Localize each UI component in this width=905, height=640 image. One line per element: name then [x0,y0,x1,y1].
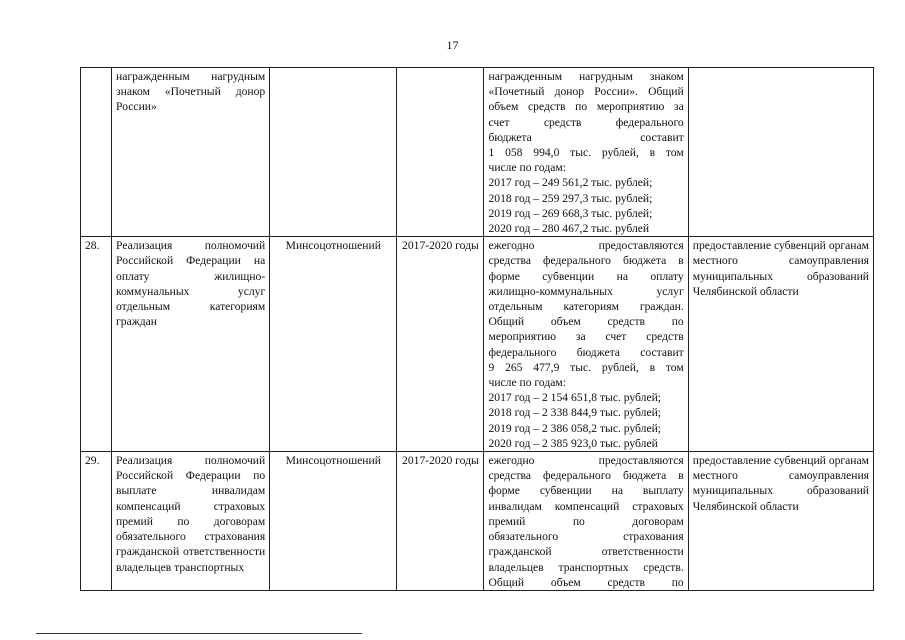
expected-result-cell [484,237,688,452]
measure-name-cell: Реализация полномочий Российской Федерации по выплате инвалидам компенсаций страховых премий по договорам обязательного страхования гражданской ответственности владельцев транспортных [112,452,270,591]
period-cell: 2017-2020 годы [397,452,484,591]
result-line: отдельным категориям граждан. [488,300,684,314]
footnote-separator [36,633,362,634]
period-cell [397,68,484,237]
result-line: счет средств федерального [488,115,684,129]
measure-name-cell: Реализация полномочий Российской Федерации на оплату жилищно-коммунальных услуг отдельным категориям граждан [112,237,270,452]
row-number-cell: 29. [81,452,112,591]
effect-cell [688,68,873,237]
page-number: 17 [446,38,459,52]
result-line: 2019 год – 269 668,3 тыс. рублей; [488,206,653,220]
result-line: федерального бюджета составит [488,345,684,359]
result-line: 9 265 477,9 тыс. рублей, в том [488,360,684,374]
table-row [81,237,874,452]
expected-result-cell [484,68,688,237]
row-number-cell: 28. [81,237,112,452]
result-line: числе по годам: [488,161,566,175]
result-line: 2017 год – 2 154 651,8 тыс. рублей; [488,391,662,405]
result-line: форме субвенции на выплату [488,484,684,498]
result-line: жилищно-коммунальных услуг [488,284,684,298]
result-line: ежегодно предоставляются [488,239,684,253]
result-line: гражданской ответственности [488,545,684,559]
result-line: премий по договорам [488,514,684,528]
result-line: обязательного страхования [488,530,684,544]
result-line: инвалидам компенсаций страховых [488,499,684,513]
executor-cell [270,68,397,237]
result-line: 2020 год – 2 385 923,0 тыс. рублей [488,436,658,450]
result-line: объем средств по мероприятию за [488,100,684,114]
result-line: ежегодно предоставляются [488,454,684,468]
result-line: владельцев транспортных средств. [488,560,684,574]
result-line: 2020 год – 280 467,2 тыс. рублей [488,222,650,236]
result-line: средства федерального бюджета в [488,254,684,268]
period-cell: 2017-2020 годы [397,237,484,452]
row-number-cell [81,68,112,237]
measures-table [80,67,874,591]
result-line: форме субвенции на оплату [488,269,684,283]
result-line: 2018 год – 259 297,3 тыс. рублей; [488,191,653,205]
effect-cell: предоставление субвенций органам местного самоуправления муниципальных образований Челябинской области [688,452,873,591]
effect-cell: предоставление субвенций органам местного самоуправления муниципальных образований Челябинской области [688,237,873,452]
measure-name-cell: награжденным нагрудным знаком «Почетный донор России» [112,68,270,237]
result-line: средства федерального бюджета в [488,469,684,483]
table-row [81,68,874,237]
result-line: Общий объем средств по [488,315,684,329]
result-line: «Почетный донор России». Общий [488,85,684,99]
executor-cell: Минсоцотношений [270,237,397,452]
result-line: числе по годам: [488,376,566,390]
expected-result-cell [484,452,688,591]
result-line: 1 058 994,0 тыс. рублей, в том [488,146,684,160]
result-line: Общий объем средств по [488,575,684,589]
measures-table-body [81,68,874,591]
result-line: награжденным нагрудным знаком [488,70,684,83]
result-line: бюджета составит [488,130,684,144]
result-line: 2018 год – 2 338 844,9 тыс. рублей; [488,406,662,420]
table-row [81,452,874,591]
executor-cell: Минсоцотношений [270,452,397,591]
result-line: 2019 год – 2 386 058,2 тыс. рублей; [488,421,662,435]
result-line: мероприятию за счет средств [488,330,684,344]
result-line: 2017 год – 249 561,2 тыс. рублей; [488,176,653,190]
